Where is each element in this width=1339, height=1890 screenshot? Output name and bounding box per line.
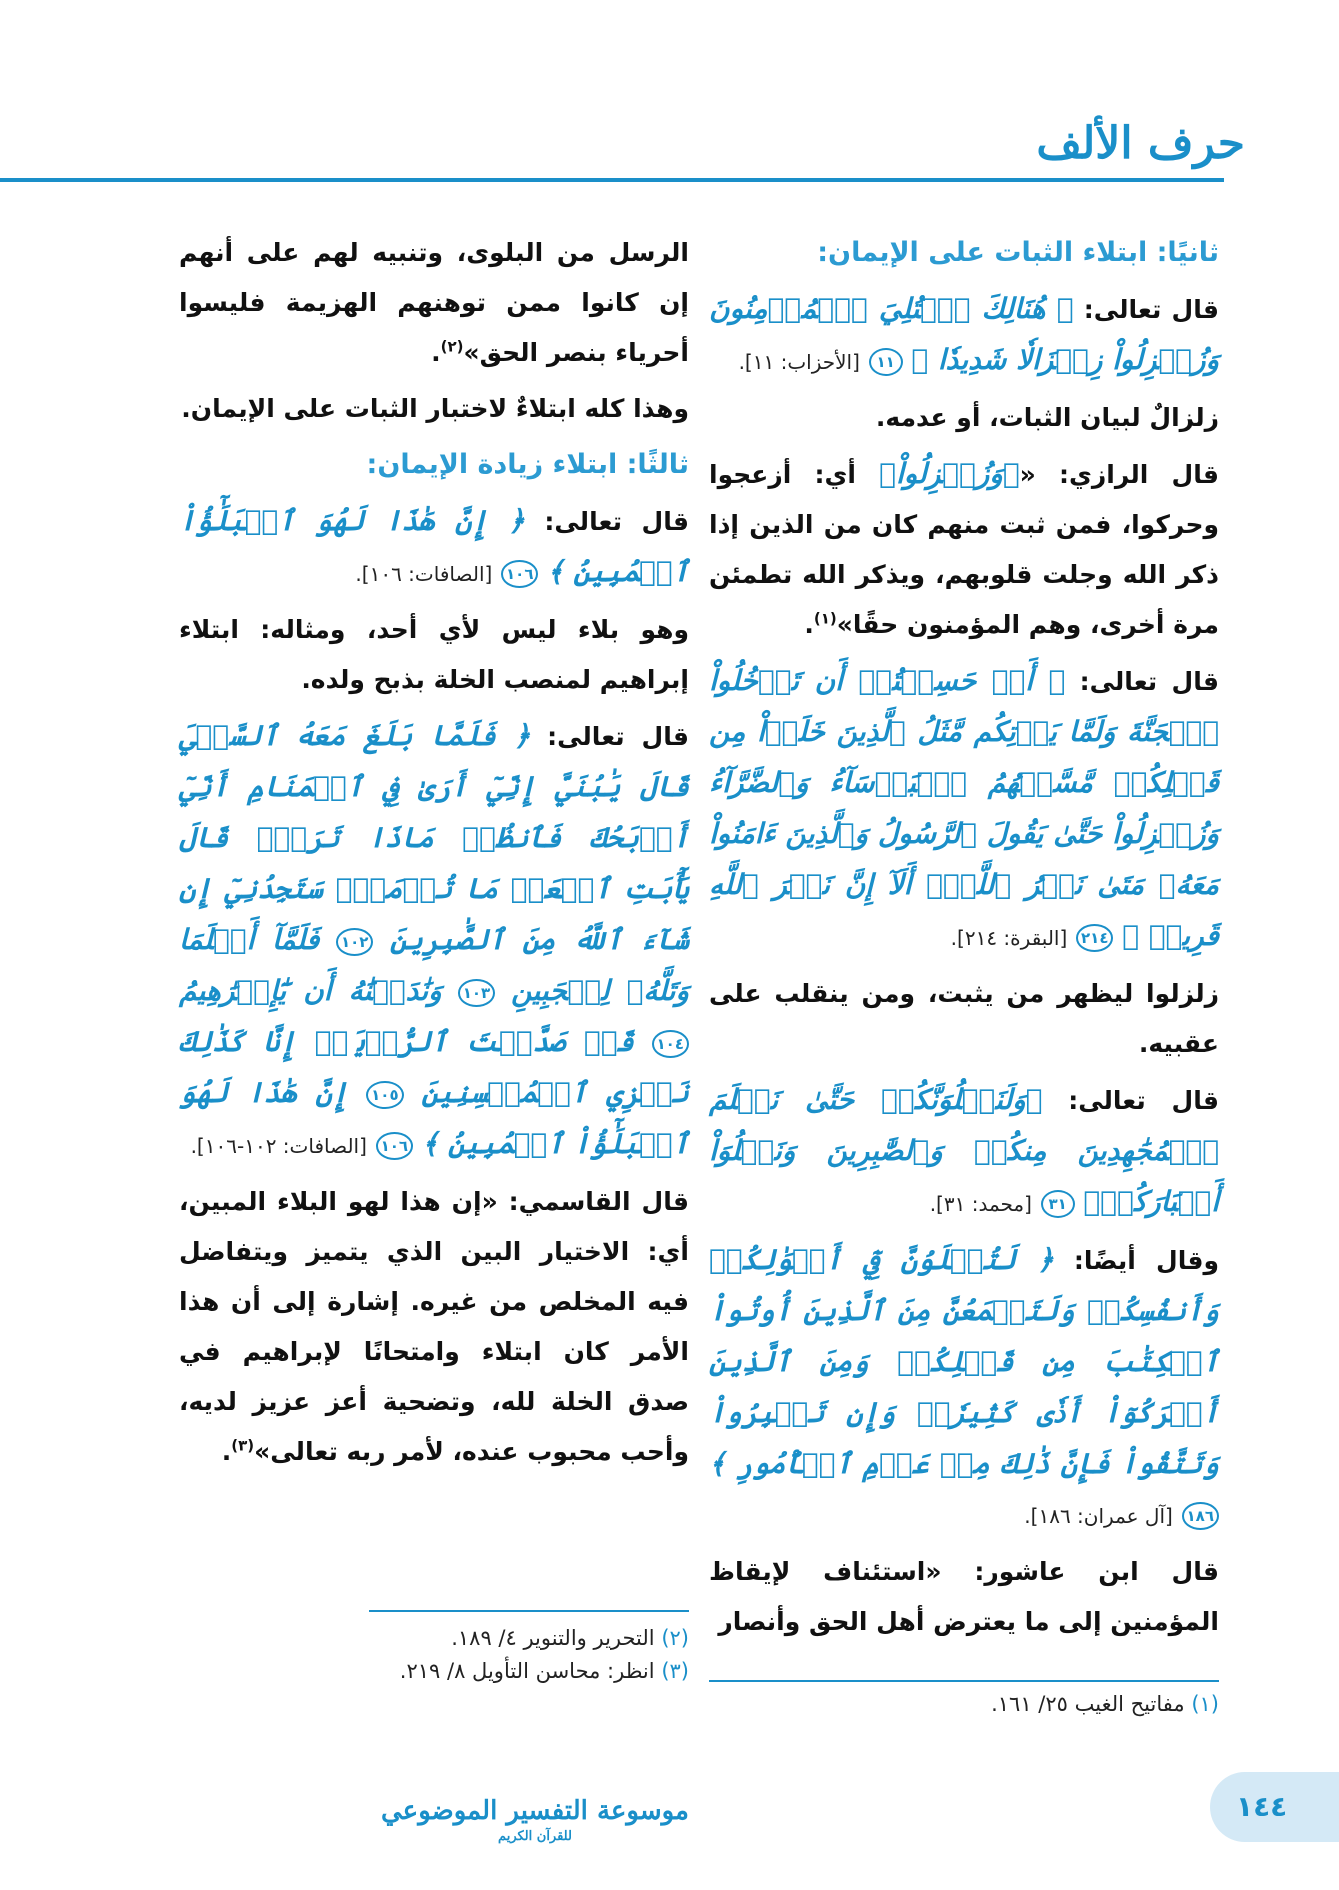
right-column — [709, 228, 1219, 1653]
ayah-number: ١١ — [869, 348, 903, 376]
quran-verse: ﴿ إِنَّ هَٰذَا لَهُوَ ٱلۡبَلَٰٓؤُاْ ٱلۡمُبِينُ ﴾ — [179, 504, 689, 588]
ayah-number: ١٠٦ — [376, 1132, 413, 1160]
intro-label: وقال أيضًا: — [1073, 1246, 1219, 1275]
paragraph — [709, 1235, 1219, 1541]
intro-label: قال تعالى: — [1068, 1086, 1219, 1115]
paragraph: وهو بلاء ليس لأي أحد، ومثاله: ابتلاء إبراهيم لمنصب الخلة بذبح ولده. — [179, 615, 689, 694]
paragraph — [179, 1177, 689, 1477]
section-heading-2: ثانيًا: ابتلاء الثبات على الإيمان: — [817, 237, 1219, 268]
paragraph — [709, 284, 1219, 387]
text: . — [221, 1437, 232, 1466]
text: قال الرازي: « — [1019, 460, 1219, 489]
page-number: ١٤٤ — [1236, 1790, 1288, 1823]
verse-reference: [البقرة: ٢١٤]. — [950, 926, 1068, 950]
footnote-rule — [369, 1610, 689, 1612]
quran-verse: ﴿وَزُلۡزِلُواْ﴾ — [879, 457, 1020, 490]
quran-verse: ﴿وَلَنَبۡلُوَنَّكُمۡ حَتَّىٰ نَعۡلَمَ ٱلۡمُجَٰهِدِينَ مِنكُمۡ وَٱلصَّٰبِرِينَ وَنَبۡلُوَاْ أَخۡبَارَكُمۡ﴾ — [709, 1083, 1219, 1218]
quran-verse: ﴿ أَمۡ حَسِبۡتُمۡ أَن تَدۡخُلُواْ ٱلۡجَنَّةَ وَلَمَّا يَأۡتِكُم مَّثَلُ ٱلَّذِينَ خَلَوۡاْ مِن قَبۡلِكُمۖ مَّسَّتۡهُمُ ٱلۡبَأۡسَآءُ وَٱلضَّرَّآءُ وَزُلۡزِلُواْ حَتَّىٰ يَقُولَ ٱلرَّسُولُ وَٱلَّذِينَ ءَامَنُواْ مَعَهُۥ مَتَىٰ نَصۡرُ ٱللَّهِۗ أَلَآ إِنَّ نَصۡرَ ٱللَّهِ قَرِيبٞ ﴾ — [709, 664, 1219, 952]
quran-verse: ﴿ فَلَمَّا بَلَغَ مَعَهُ ٱلسَّعۡيَ قَالَ يَٰبُنَيَّ إِنِّيٓ أَرَىٰ فِي ٱلۡمَنَامِ أَنِّيٓ أَذۡبَحُكَ فَٱنظُرۡ مَاذَا تَرَىٰۚ قَالَ يَٰٓأَبَتِ ٱفۡعَلۡ مَا تُؤۡمَرُۖ سَتَجِدُنِيٓ إِن شَآءَ ٱللَّهُ مِنَ ٱلصَّٰبِرِينَ — [179, 719, 689, 956]
paragraph — [179, 711, 689, 1171]
section-heading-3: ثالثًا: ابتلاء زيادة الإيمان: — [366, 449, 689, 480]
verse-reference: [محمد: ٣١]. — [929, 1192, 1032, 1216]
book-logo — [340, 1792, 730, 1852]
text: أي: أزعجوا وحركوا، فمن ثبت منهم كان من الذين إذا ذكر الله وجلت قلوبهم، ويذكر الله تطمئن مرة أخرى، وهم المؤمنون حقًا» — [709, 460, 1219, 639]
footnotes-right — [709, 1688, 1219, 1721]
footnote — [289, 1622, 689, 1655]
quran-verse: فَلَمَّآ أَسۡلَمَا وَتَلَّهُۥ لِلۡجَبِينِ — [179, 923, 689, 1007]
intro-label: قال تعالى: — [1079, 667, 1219, 696]
footnote-number: (١) — [1191, 1692, 1219, 1716]
ayah-number: ٣١ — [1041, 1190, 1075, 1218]
footnote-rule — [709, 1680, 1219, 1682]
text: قال القاسمي: «إن هذا لهو البلاء المبين، أي: الاختيار البين الذي يتميز ويتفاضل فيه المخلص من غيره. إشارة إلى أن هذا الأمر كان ابتلاء وامتحانًا لإبراهيم في صدق الخلة لله، وتضحية أعز عزيز لديه، وأحب محبوب عنده، لأمر ربه تعالى» — [179, 1187, 689, 1466]
footnote-text: انظر: محاسن التأويل ٨/ ٢١٩. — [399, 1659, 655, 1683]
footnote-marker: (٢) — [440, 337, 464, 356]
header-rule — [0, 178, 1224, 182]
intro-label: قال تعالى: — [547, 722, 689, 751]
footnote-text: مفاتيح الغيب ٢٥/ ١٦١. — [991, 1692, 1185, 1716]
ayah-number: ١٨٦ — [1182, 1502, 1219, 1530]
paragraph — [709, 449, 1219, 650]
ayah-number: ١٠٢ — [336, 928, 373, 956]
text: . — [431, 338, 441, 367]
footnote — [289, 1655, 689, 1688]
footnote-marker: (٣) — [231, 1436, 255, 1455]
quran-verse: ﴿ لَتُبۡلَوُنَّ فِيٓ أَمۡوَٰلِكُمۡ وَأَنفُسِكُمۡ وَلَتَسۡمَعُنَّ مِنَ ٱلَّذِينَ أُوتُواْ ٱلۡكِتَٰبَ مِن قَبۡلِكُمۡ وَمِنَ ٱلَّذِينَ أَشۡرَكُوٓاْ أَذٗى كَثِيرٗاۚ وَإِن تَصۡبِرُواْ وَتَتَّقُواْ فَإِنَّ ذَٰلِكَ مِنۡ عَزۡمِ ٱلۡأُمُورِ ﴾ — [709, 1243, 1219, 1480]
footnotes-left — [289, 1622, 689, 1688]
text: الرسل من البلوى، وتنبيه لهم على أنهم إن كانوا ممن توهنهم الهزيمة فليسوا أحرياء بنصر الحق» — [179, 238, 689, 367]
ayah-number: ١٠٦ — [501, 560, 538, 588]
ayah-number: ١٠٥ — [366, 1081, 403, 1109]
verse-reference: [الأحزاب: ١١]. — [738, 350, 860, 374]
verse-reference: [الصافات: ١٠٦]. — [355, 562, 493, 586]
footnote-number: (٣) — [661, 1659, 689, 1683]
footnote-number: (٢) — [661, 1626, 689, 1650]
quran-verse: وَنَٰدَيۡنَٰهُ أَن يَٰٓإِبۡرَٰهِيمُ — [179, 974, 442, 1007]
paragraph — [709, 1075, 1219, 1229]
quran-verse: إِنَّ هَٰذَا لَهُوَ ٱلۡبَلَٰٓؤُاْ ٱلۡمُبِينُ ﴾ — [179, 1076, 689, 1160]
paragraph: زلزالٌ لبيان الثبات، أو عدمه. — [875, 403, 1219, 432]
ayah-number: ١٠٣ — [458, 979, 495, 1007]
logo-title: موسوعة التفسير الموضوعي — [381, 1796, 689, 1826]
paragraph — [709, 656, 1219, 963]
paragraph: قال ابن عاشور: «استئناف لإيقاظ المؤمنين إلى ما يعترض أهل الحق وأنصار — [709, 1557, 1219, 1636]
page-title: حرف الألف — [1036, 118, 1245, 169]
footnote-marker: (١) — [813, 609, 837, 628]
paragraph — [179, 228, 689, 378]
intro-label: قال تعالى: — [544, 507, 689, 536]
intro-label: قال تعالى: — [1083, 295, 1219, 324]
verse-reference: [آل عمران: ١٨٦]. — [1024, 1504, 1173, 1528]
quran-verse: ﴿ هُنَالِكَ ٱبۡتُلِيَ ٱلۡمُؤۡمِنُونَ وَزُلۡزِلُواْ زِلۡزَالٗا شَدِيدٗا ﴾ — [709, 292, 1219, 376]
text: . — [804, 610, 814, 639]
paragraph: زلزلوا ليظهر من يثبت، ومن ينقلب على عقبيه. — [709, 979, 1219, 1058]
logo-subtitle: للقرآن الكريم — [498, 1829, 572, 1844]
quran-verse: قَدۡ صَدَّقۡتَ ٱلرُّءۡيَآۚ إِنَّا كَذَٰلِكَ نَجۡزِي ٱلۡمُحۡسِنِينَ — [179, 1025, 689, 1109]
footnote-text: التحرير والتنوير ٤/ ١٨٩. — [451, 1626, 655, 1650]
footnote — [709, 1688, 1219, 1721]
left-column — [179, 228, 689, 1483]
paragraph: وهذا كله ابتلاءٌ لاختبار الثبات على الإيمان. — [181, 394, 689, 423]
verse-reference: [الصافات: ١٠٢-١٠٦]. — [190, 1134, 367, 1158]
ayah-number: ١٠٤ — [652, 1030, 689, 1058]
paragraph — [179, 496, 689, 599]
ayah-number: ٢١٤ — [1076, 924, 1113, 952]
